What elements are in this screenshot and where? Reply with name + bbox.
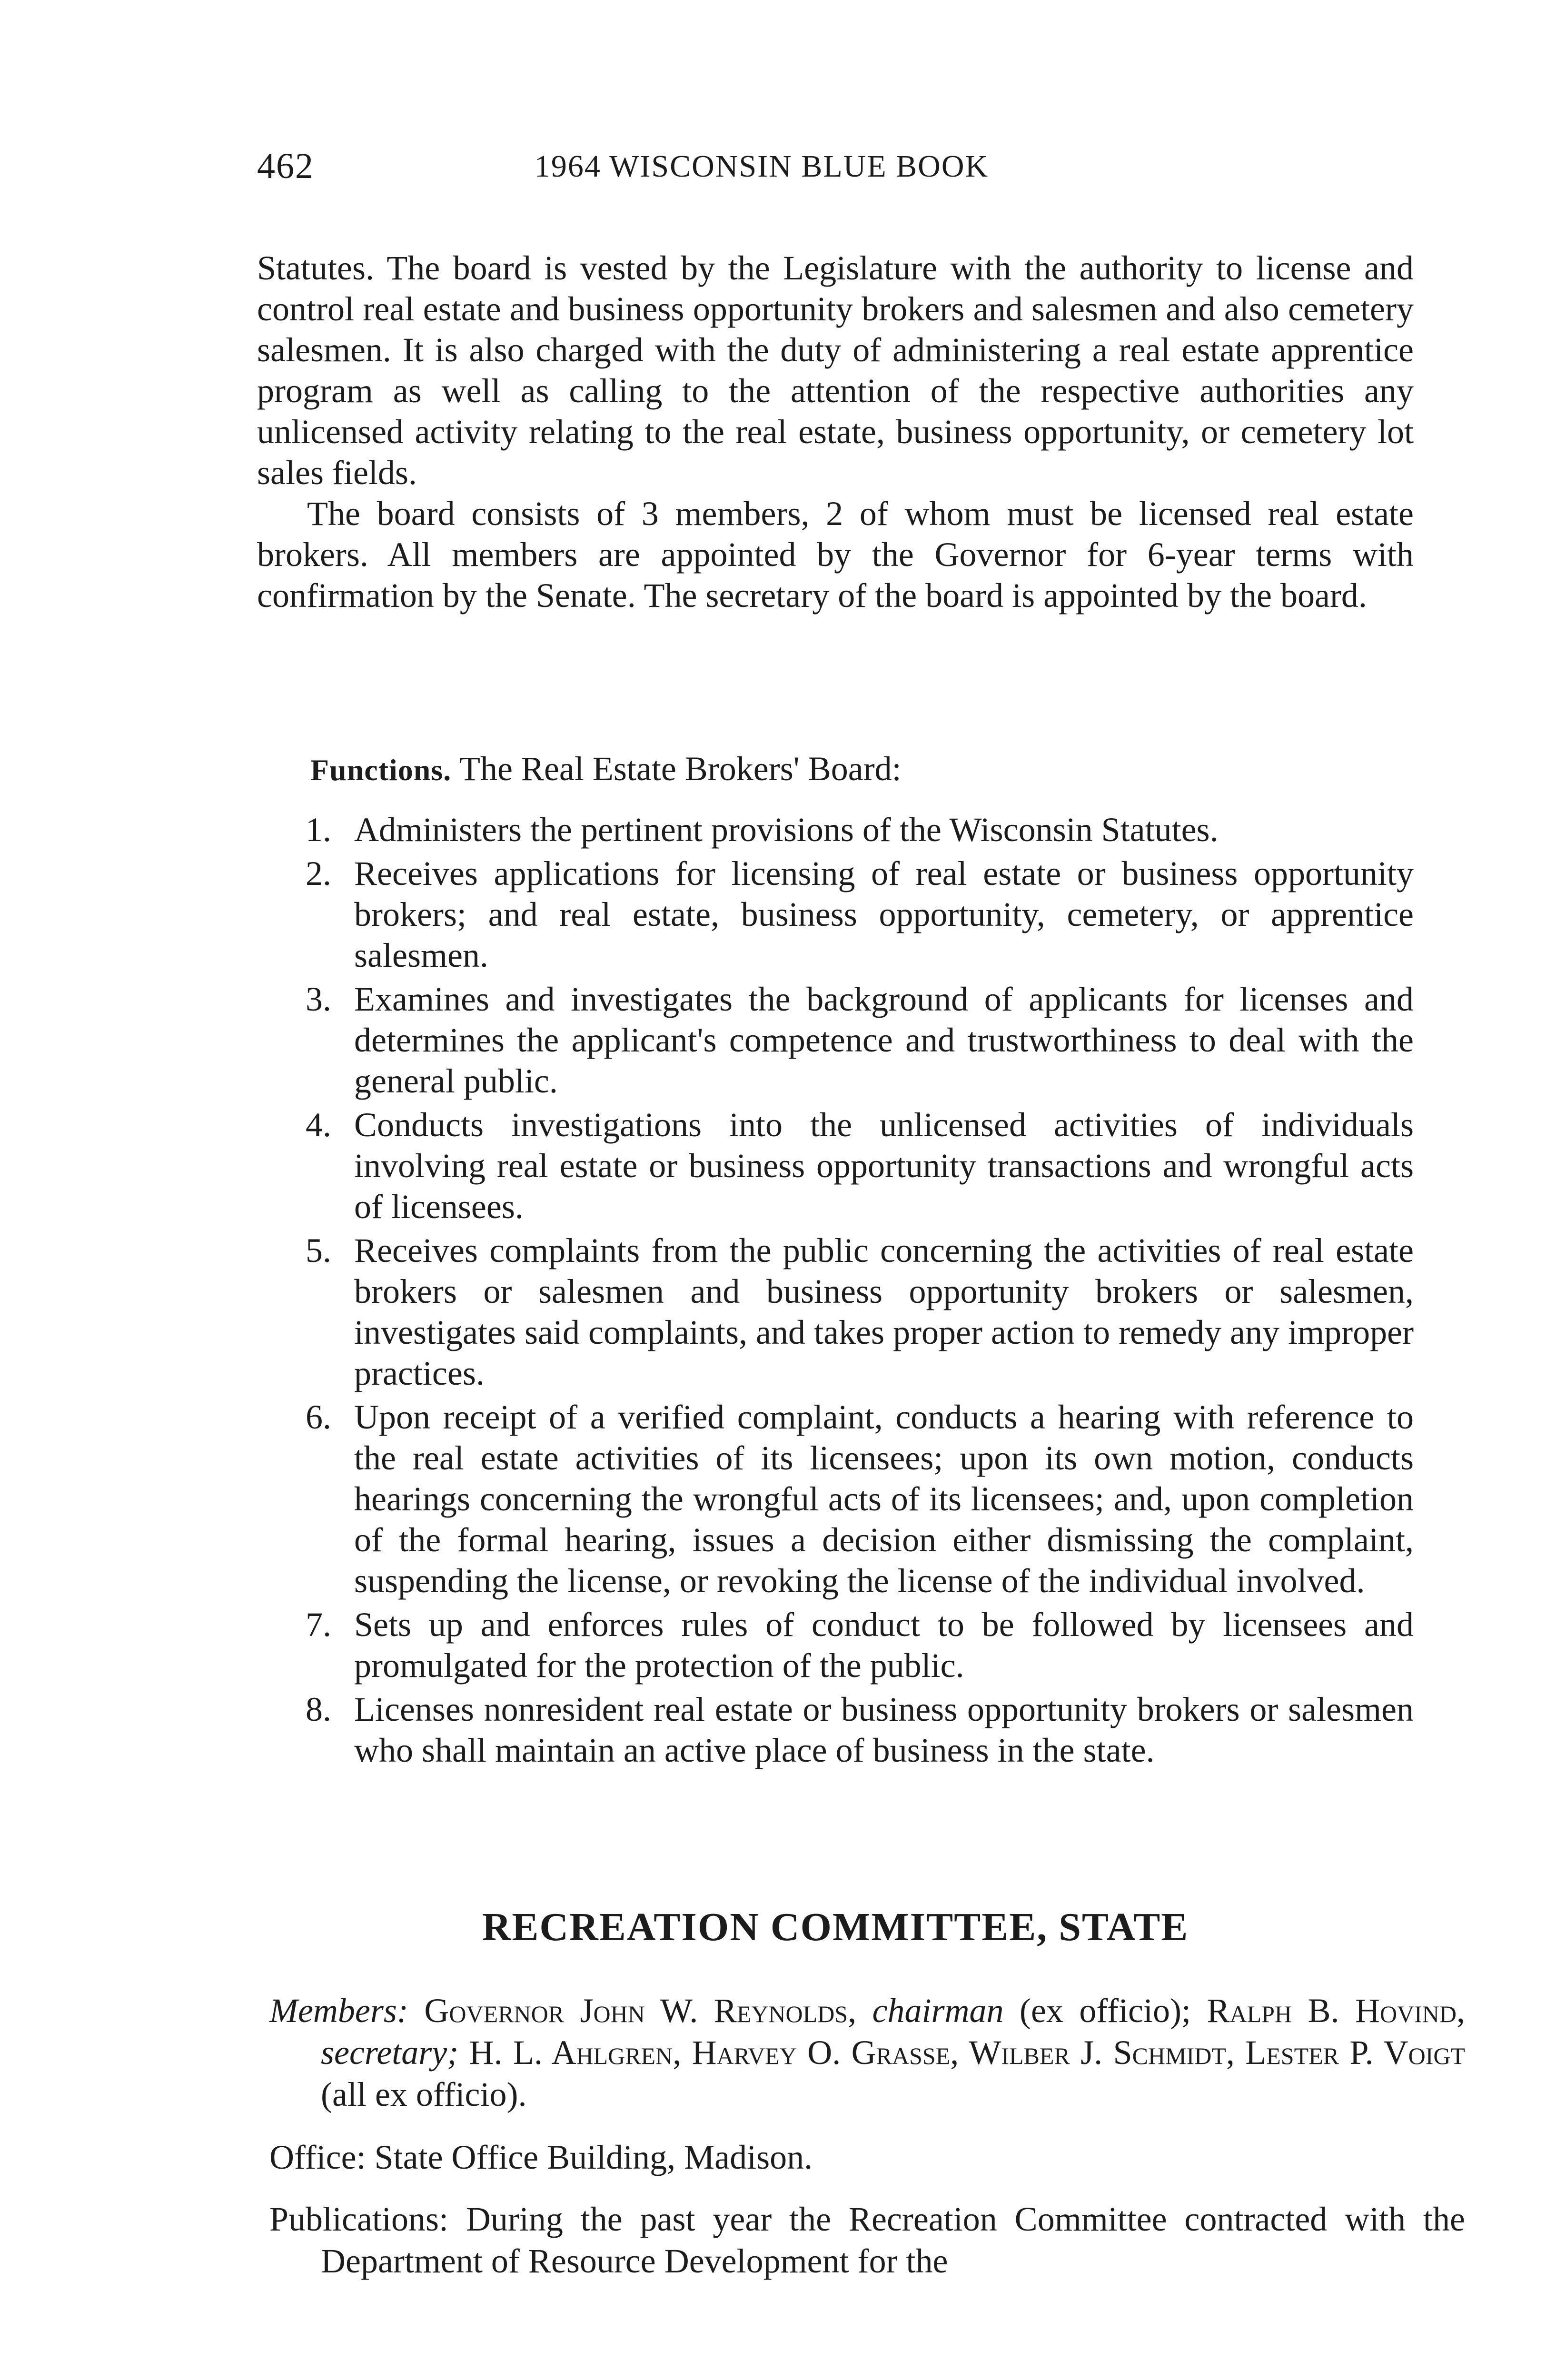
list-item-text: Licenses nonresident real estate or business opportunity brokers or salesmen who shall maintain an active place of business in the state. xyxy=(354,1690,1414,1769)
secretary-role: secretary; xyxy=(321,2033,459,2072)
office-value: State Office Building, Madison. xyxy=(374,2138,813,2176)
secretary-name: Ralph B. Hovind, xyxy=(1207,1992,1466,2030)
list-item xyxy=(257,853,1414,976)
office-label: Office: xyxy=(269,2138,366,2176)
chair-role: chairman xyxy=(872,1992,1004,2030)
others-note: (all ex officio). xyxy=(321,2075,527,2113)
chair-name: Governor John W. Reynolds, xyxy=(424,1992,857,2030)
functions-heading xyxy=(310,748,902,791)
functions-list xyxy=(257,809,1414,1774)
intro-paragraph-2: The board consists of 3 members, 2 of whom must be licensed real estate brokers. All members are appointed by the Governor for 6-year terms with confirmation by the Senate. The secretary of the board is appointed by the board. xyxy=(257,495,1414,615)
list-item xyxy=(257,1104,1414,1227)
list-item-text: Receives applications for licensing of real estate or business opportunity brokers; and real estate, business opportunity, cemetery, or apprentice salesmen. xyxy=(354,854,1414,974)
list-item-text: Examines and investigates the background of applicants for licenses and determines the applicant's competence and trustworthiness to deal with the general public. xyxy=(354,980,1414,1100)
members-paragraph xyxy=(269,1990,1465,2115)
intro-text xyxy=(257,248,1414,616)
list-item-text: Receives complaints from the public concerning the activities of real estate brokers or salesmen and business opportunity brokers or salesmen, investigates said complaints, and takes proper action to remedy any improper practices. xyxy=(354,1231,1414,1392)
list-item-number: 2. xyxy=(306,854,331,892)
office-line xyxy=(269,2136,813,2178)
list-item xyxy=(257,1689,1414,1771)
list-item-number: 6. xyxy=(306,1398,331,1436)
publications-paragraph xyxy=(269,2198,1465,2282)
running-head xyxy=(257,146,1409,193)
members-label: Members: xyxy=(269,1992,408,2030)
list-item-text: Upon receipt of a verified complaint, conducts a hearing with reference to the real estate activities of its licensees; upon its own motion, conducts hearings concerning the wrongful acts of its licensees; and, upon completion of the formal hearing, issues a decision either dismissing the complaint, suspending the license, or revoking the license of the individual involved. xyxy=(354,1398,1414,1600)
publications-text: During the past year the Recreation Committee contracted with the Department of Resource Development for the xyxy=(321,2200,1466,2280)
other-members: H. L. Ahlgren, Harvey O. Grasse, Wilber J. Schmidt, Lester P. Voigt xyxy=(469,2033,1466,2072)
list-item-number: 7. xyxy=(306,1606,331,1644)
functions-intro: The Real Estate Brokers' Board: xyxy=(459,750,902,788)
list-item xyxy=(257,1397,1414,1601)
list-item-text: Conducts investigations into the unlicensed activities of individuals involving real estate or business opportunity transactions and wrongful acts of licensees. xyxy=(354,1106,1414,1226)
list-item-text: Sets up and enforces rules of conduct to be followed by licensees and promulgated for the protection of the public. xyxy=(354,1606,1414,1685)
list-item-text: Administers the pertinent provisions of the Wisconsin Statutes. xyxy=(354,811,1219,849)
list-item-number: 1. xyxy=(306,811,331,849)
chair-note: (ex officio); xyxy=(1020,1992,1191,2030)
intro-paragraph-1: Statutes. The board is vested by the Legislature with the authority to license and control real estate and business opportunity brokers and salesmen and also cemetery salesmen. It is also charged with the duty of administering a real estate apprentice program as well as calling to the attention of the respective authorities any unlicensed activity relating to the real estate, business opportunity, or cemetery lot sales fields. xyxy=(257,249,1414,492)
list-item-number: 8. xyxy=(306,1690,331,1728)
section-heading: RECREATION COMMITTEE, STATE xyxy=(482,1905,1189,1949)
functions-label: Functions. xyxy=(310,753,452,787)
list-item xyxy=(257,809,1414,850)
list-item-number: 4. xyxy=(306,1106,331,1144)
list-item xyxy=(257,1604,1414,1686)
publications-label: Publications: xyxy=(269,2200,448,2238)
list-item xyxy=(257,1230,1414,1394)
list-item-number: 5. xyxy=(306,1231,331,1269)
list-item-number: 3. xyxy=(306,980,331,1018)
book-title: 1964 WISCONSIN BLUE BOOK xyxy=(534,149,989,184)
page-number: 462 xyxy=(257,146,314,186)
list-item xyxy=(257,979,1414,1101)
